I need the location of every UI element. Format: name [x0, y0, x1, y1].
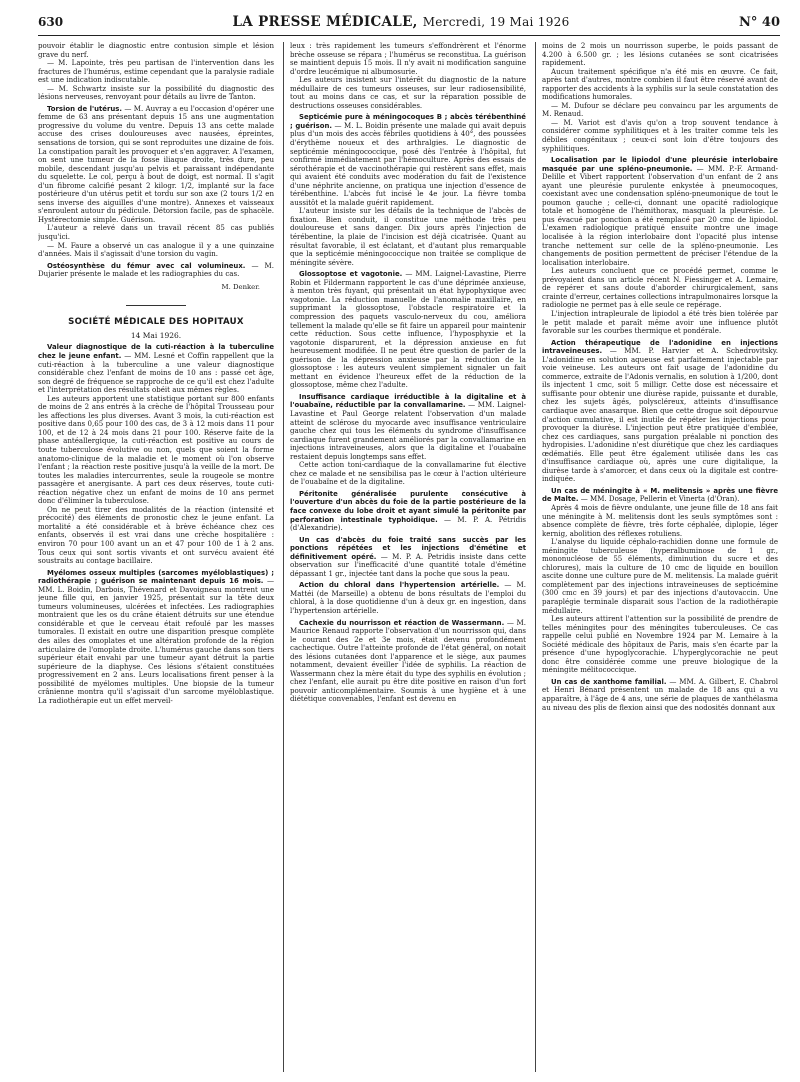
- article: [542, 678, 778, 712]
- paragraph: moins de 2 mois un nourrisson superbe, le poids passant de 4.200 à 6.500 gr. ; les lésions cutanées se sont cicatrisées rapidement.: [542, 42, 778, 68]
- article: [542, 487, 778, 504]
- article-heading: Insuffisance cardiaque irréductible à la digitaline et à l'ouabaïne, réductible par la convallamarine.: [290, 392, 526, 410]
- paragraph: — M. Schwartz insiste sur la possibilité du diagnostic des lésions nerveuses, renvoyant pour détails au livre de Tanton.: [38, 83, 274, 102]
- paragraph: pouvoir établir le diagnostic entre contusion simple et lésion grave du nerf.: [38, 42, 274, 59]
- paragraph: L'injection intrapleurale de lipiodol a été très bien tolérée par le petit malade et paraît même avoir une influence plutôt favorable sur les courbes thermique et pondérale.: [542, 308, 778, 336]
- column-rule-2: [535, 42, 536, 1072]
- article-heading: Torsion de l'utérus.: [47, 104, 122, 113]
- paragraph: L'auteur insiste sur les détails de la technique de l'abcès de fixation. Bien conduit, il constitue une méthode très peu douloureuse et sans danger. Dix jours après l'injection de térébentine, la plaie de l'incision est déjà cicatrisée. Quant au résultat favorable, il est éclatant, et d'autant plus remarquable que la septicémie méningococcique non traitée se complique de méningite sévère.: [290, 206, 526, 267]
- paragraph: Après 4 mois de fièvre ondulante, une jeune fille de 18 ans fait une méningite à M. melitensis dont les seuls symptômes sont : absence complète de fièvre, très forte céphalée, diplopie, léger kernig, abolition des réflexes rotuliens.: [542, 502, 778, 538]
- article-text: — M. Auvray a eu l'occasion d'opérer une femme de 63 ans présentant depuis 15 ans une augmentation progressive du volume du ventre. Depuis 13 ans cette malade accuse des crises douloureuses avec nausées, épreintes, sensations de torsion, qui se sont reproduites une dizaine de fois. La constipation paraît les provoquer et s'en aggraver. A l'examen, on sent une tumeur de la fosse iliaque droite, très dure, peu mobile, descendant jusqu'au pelvis et paraissant indépendante du squelette. Le col, perçu à bout de doigt, est normal. Il s'agit d'un fibrome calcifié pesant 2 kilogr. 1/2, implanté sur la face postérieure d'un utérus petit et tordu sur son axe (2 tours 1/2 en sens inverse des aiguilles d'une montre). Annexes et vaisseaux s'enroulent autour du pédicule. Détorsion facile, pas de sphacèle. Hystérectomie simple. Guérison.: [38, 103, 274, 224]
- article: [38, 262, 274, 279]
- article-heading: Valeur diagnostique de la cuti-réaction à la tuberculine chez le jeune enfant.: [38, 343, 274, 360]
- journal-name: LA PRESSE MÉDICALE,: [232, 14, 418, 30]
- article-heading: Glossoptose et vagotonie.: [299, 270, 403, 279]
- article-heading: Action thérapeutique de l'adonidine en injections intraveineuses.: [542, 338, 778, 356]
- column-3: [542, 42, 778, 1072]
- article-text: — MM. Dosage, Pellerin et Vinerta (d'Oran).: [580, 494, 740, 504]
- column-2: [290, 42, 526, 1072]
- article-text: — MM. Laignel-Lavastine et Paul George relatent l'observation d'un malade atteint de sclérose du myocarde avec insuffisance ventriculaire gauche chez qui tous les éléments du syndrome d'insuffisance cardiaque furent grandement améliorés par la convallamarine en injections intraveineuses, alors que la digitaline et l'ouabaïne restaient depuis longtemps sans effet.: [290, 400, 526, 461]
- article-text: — M. Dujarier présente le malade et les radiographies du cas.: [38, 260, 274, 279]
- article-heading: Un cas de méningite à « M. melitensis » après une fièvre de Malte.: [542, 486, 778, 504]
- article-heading: Un cas d'abcès du foie traité sans succès par les ponctions répétées et les injections d'émétine et définitivement opéré.: [290, 535, 526, 561]
- author-signature: M. Denker.: [221, 282, 260, 291]
- article-text: — MM. L. Boidin, Darbois, Thévenard et Davoigneau montrent une jeune fille qui, en janvier 1925, présentait sur la tête deux tumeurs volumineuses, ulcérées et infectées. Les radiographies montraient que les os du crâne étaient détruits sur une étendue considérable et que le cerveau était refoulé par les masses tumorales. Il existait en outre une disparition presque complète des ailes des omoplates et une altération profonde de la région articulaire de l'omoplate droite. L'humérus gauche dans son tiers supérieur était envahi par une tumeur ayant détruit la partie supérieure de la diaphyse. Ces lésions s'étaient constituées progressivement en 2 ans. Leurs localisations firent penser à la possibilité de myélomes multiples. Une biopsie de la tumeur crânienne montra qu'il s'agissait d'un sarcome myéloblastique. La radiothérapie eut un effet merveil-: [38, 576, 274, 705]
- paragraph: Les auteurs apportent une statistique portant sur 800 enfants de moins de 2 ans entrés à la crèche de l'hôpital Trousseau pour les affections les plus diverses. Avant 3 mois, la cuti-réaction est positive dans 0,65 pour 100 des cas, de 3 à 12 mois dans 11 pour 100, et de 12 à 24 mois dans 21 pour 100. Réserve faite de la phase antéallergique, la cuti-réaction est positive au cours de toute tuberculose évolutive ou non, quels que soient la forme anatomo-clinique de la maladie et le moment où l'on observe l'enfant ; la réaction reste positive jusqu'à la veille de la mort. De toutes les maladies intercurrentes, seule la rougeole se montre passagère et anergisante. A part ces deux réserves, toute cuti-réaction négative chez un enfant de moins de 10 ans permet donc d'éliminer la tuberculose.: [38, 393, 274, 506]
- article-text: — MM. Laignel-Lavastine, Pierre Robin et Fildermann rapportent le cas d'une déprimée anxieuse, à menton très fuyant, qui présentait un état hypophyxique avec vagotonie. La réduction manuelle de l'anomalie maxillaire, en supprimant la glossoptose, l'obstacle respiratoire et la compression des paquets vasculo-nerveux du cou, améliora tellement la malade qu'elle se fit faire un appareil pour maintenir cette réduction. Sous cette influence, l'hyposphyxie et la vagotonie disparurent, et la dépression anxieuse en fut heureusement modifiée. Il ne peut être question de parler de la guérison de la dépression anxieuse par la réduction de la glossoptose : les auteurs veulent simplement signaler un fait mettant en évidence l'heureux effet de la réduction de la glossoptose, même chez l'adulte.: [290, 269, 526, 390]
- article-heading: Localisation par le lipiodol d'une pleurésie interlobaire masquée par une spléno-pneumonie.: [542, 156, 778, 173]
- article-text: — MM. P. Harvier et A. Schedrovitsky. L'adonidine en solution aqueuse est parfaitement injectable par voie veineuse. Les auteurs ont fait usage de l'adonidine du commerce, extraite de l'Adonis vernalis, en solution à 1/200, dont ils injectent 1 cmc, soit 5 milligr. Cette dose est nécessaire et suffisante pour obtenir une diurèse rapide, puissante et durable, chez les sujets âgés, polyscléreux, atteints d'insuffisance cardiaque avec anasarque. Bien que cette drogue soit dépourvue d'action cumulative, il est inutile de répéter les injections pour provoquer la diurèse. L'injection peut être pratiquée d'emblée, chez ces cardiaques, sans purgation préalable ni ponction des hydropisies. L'adonidine n'est diurétique que chez les cardiaques œdématiés. Elle peut être également utilisée dans les cas d'insuffisance cardiaque où, après une cure digitalique, la diurèse tarde à s'amorcer, et dans ceux où la digitale est contre-indiquée.: [542, 346, 778, 484]
- section-date: 14 Mai 1926.: [130, 330, 182, 340]
- paragraph: L'auteur a relevé dans un travail récent 85 cas publiés jusqu'ici.: [38, 223, 274, 242]
- issue-date: Mercredi, 19 Mai 1926: [422, 15, 570, 29]
- article-text: — M. L. Boidin présente une malade qui avait depuis plus d'un mois des accès fébriles quotidiens à 40°, des poussées d'érythème noueux et des arthralgies. Le diagnostic de septicémie méningococcique, posé dès l'entrée à l'hôpital, fut confirmé immédiatement par l'hémoculture. Après des essais de sérothérapie et de vaccinothérapie qui restèrent sans effet, mais qui avaient été conduits avec modération du fait de l'existence d'une néphrite ancienne, on pratiqua une injection d'essence de térébenthine. L'abcès fut incisé le 4e jour. La fièvre tomba aussitôt et la malade guérit rapidement.: [290, 120, 526, 207]
- running-title: [233, 14, 570, 30]
- article: [38, 569, 274, 706]
- paragraph: Aucun traitement spécifique n'a été mis en œuvre. Ce fait, après tant d'autres, montre combien il faut être réservé avant de rapporter des accidents à la syphilis sur la seule constatation des modifications humorales.: [542, 66, 778, 102]
- article: [290, 393, 526, 461]
- page-header: [38, 14, 780, 36]
- section-divider: [126, 305, 186, 306]
- paragraph: — M. Dufour se déclare peu convaincu par les arguments de M. Renaud.: [542, 100, 778, 119]
- article-text: — M. P. A. Petridis insiste dans cette observation sur l'inefficacité d'une quantité totale d'émétine dépassant 1 gr., injectée tant dans la poche que sous la peau.: [290, 551, 526, 578]
- paragraph: — M. Faure a observé un cas analogue il y a une quinzaine d'années. Mais il s'agissait d'une torsion du vagin.: [38, 240, 274, 259]
- column-1: [38, 42, 274, 1072]
- article: [542, 156, 778, 267]
- article-heading: Myélomes osseux multiples (sarcomes myéloblastiques) ; radiothérapie ; guérison se maintenant depuis 16 mois.: [38, 568, 274, 586]
- page-number: 630: [38, 15, 64, 29]
- paragraph: Cette action toni-cardiaque de la convallamarine fut élective chez ce malade et ne sensibilisa pas le cœur à l'action ultérieure de l'ouabaïne et de la digitaline.: [290, 460, 526, 487]
- article-text: — MM. P.-F. Armand-Delille et Vibert rapportent l'observation d'un enfant de 2 ans ayant une pleurésie purulente enkystée à pneumocoques, coexistant avec une condensation spléno-pneumonique de tout le poumon gauche ; celle-ci, donnant une opacité radiologique totale et homogène de l'hémithorax, masquait la pleurésie. Le pus évacué par ponction a été remplacé par 20 cmc de lipiodol. L'examen radiologique pratiqué ensuite montre une image localisée à la région interlobaire dont l'opacité plus intense tranche nettement sur celle de la spléno-pneumonie. Les changements de position permettent de préciser l'étendue de la localisation interlobaire.: [542, 163, 778, 267]
- article: [290, 270, 526, 390]
- article: [38, 343, 274, 394]
- paragraph: — M. Variot est d'avis qu'on a trop souvent tendance à considérer comme syphilitiques et à les traiter comme tels les débiles congénitaux ; ceux-ci sont loin d'être toujours des syphilitiques.: [542, 117, 778, 153]
- article: [38, 105, 274, 225]
- article-heading: Cachexie du nourrisson et réaction de Wassermann.: [299, 618, 505, 627]
- article: [542, 339, 778, 484]
- article-text: — MM. Lesné et Coffin rappellent que la cuti-réaction à la tuberculine a une valeur diagnostique considérable chez l'enfant de moins de 10 ans : passé cet âge, son degré de fréquence se rapproche de ce qu'il est chez l'adulte et l'interprétation des résultats obéit aux mêmes règles.: [38, 350, 274, 395]
- paragraph: Les auteurs insistent sur l'intérêt du diagnostic de la nature médullaire de ces tumeurs osseuses, sur leur radiosensibilité, tout au moins dans ce cas, et sur la réparation possible de destructions osseuses considérables.: [290, 75, 526, 110]
- article-heading: Action du chloral dans l'hypertension artérielle.: [299, 581, 500, 590]
- article: [290, 113, 526, 207]
- article: [290, 536, 526, 579]
- paragraph: L'analyse du liquide céphalo-rachidien donne une formule de méningite tuberculeuse (hyperalbuminose de 1 gr., mononucléose de 55 éléments, diminution du sucre et des chlorures), mais la culture de 10 cmc de liquide en bouillon ascite donne une culture pure de M. melitensis. La malade guérit complètement par des injections intraveineuses de septicémine (300 cmc en 39 jours) et par des injections d'autovaccin. Une paraplégie terminale disparait sous l'action de la radiothérapie médullaire.: [542, 537, 778, 615]
- paragraph: Les auteurs concluent que ce procédé permet, comme le prévoyaient dans un article récent N. Fiessinger et A. Lemaire, de repérer et sans doute d'aborder chirurgicalement, sans crainte d'erreur, certaines collections intrapulmonaires lorsque la radiologie ne permet pas à elle seule ce repérage.: [542, 266, 778, 310]
- article-text: — M. Mattéi (de Marseille) a obtenu de bons résultats de l'emploi du chloral, à la dose quotidienne d'un à deux gr. en ingestion, dans l'hypertension artérielle.: [290, 580, 526, 615]
- column-rule-1: [283, 42, 284, 1072]
- paragraph: On ne peut tirer des modalités de la réaction (intensité et précocité) des éléments de pronostic chez le jeune enfant. La mortalité a été considérable et à brève échéance chez ces enfants, observés il est vrai dans une crèche hospitalière : environ 70 pour 100 avant un an et 47 pour 100 de 1 à 2 ans. Tous ceux qui sont sortis vivants et ont survécu avaient été soustraits au contage bacillaire.: [38, 504, 274, 566]
- article: [290, 619, 526, 704]
- article: [290, 581, 526, 615]
- article-text: — MM. A. Gilbert, E. Chabrol et Henri Bénard présentent un malade de 18 ans qui a vu apparaître, à l'âge de 4 ans, une série de plaques de xanthélasma au niveau des plis de flexion ainsi que des nodosités donnant aux: [542, 676, 778, 712]
- section-title: SOCIÉTÉ MÉDICALE DES HOPITAUX: [68, 317, 244, 328]
- paragraph: — M. Lapointe, très peu partisan de l'intervention dans les fractures de l'humérus, estime cependant que la paralysie radiale est une indication indiscutable.: [38, 58, 274, 85]
- article-heading: Un cas de xanthome familial.: [551, 677, 667, 686]
- section-header: [38, 305, 274, 340]
- article-heading: Septicémie pure à méningocoques B ; abcès térébenthiné ; guérison.: [290, 113, 526, 130]
- paragraph: leux : très rapidement les tumeurs s'effondrèrent et l'énorme brèche osseuse se répara ; l'humérus se reconstitua. La guérison se maintient depuis 15 mois. Il n'y avait ni modification sanguine d'ordre leucémique ni albumosurie.: [290, 42, 526, 76]
- article-text: — M. P. A. Pétridis (d'Alexandrie).: [290, 514, 526, 533]
- article: [290, 490, 526, 533]
- article-heading: Ostéosynthèse du fémur avec cal volumineux.: [47, 261, 246, 270]
- paragraph: Les auteurs attirent l'attention sur la possibilité de prendre de telles méningites pour des méningites tuberculeuses. Ce cas rappelle celui publié en Novembre 1924 par M. Lemaire à la Société médicale des hôpitaux de Paris, mais s'en écarte par la présence d'une hypoglycorachie. L'hyperglycorachie ne peut donc être considérée comme une preuve biologique de la méningite mélitococcique.: [542, 614, 778, 675]
- issue-number: N° 40: [738, 15, 780, 30]
- article-text: — M. Maurice Renaud rapporte l'observation d'un nourrisson qui, dans le courant des 2e et 3e mois, était devenu profondément cachectique. Outre l'atteinte profonde de l'état général, on notait des lésions cutanées dont l'apparence et le siège, aux paumes notamment, devaient éveiller l'idée de syphilis. La réaction de Wassermann chez la mère était du type des syphilis en évolution ; chez l'enfant, elle aurait pu être dite positive en raison d'un fort pouvoir anticomplémentaire. Soumis à une hygiène et à une diététique convenables, l'enfant est devenu en: [290, 617, 526, 704]
- article-heading: Péritonite généralisée purulente consécutive à l'ouverture d'un abcès du foie de la partie postérieure de la face convexe du lobe droit et ayant simulé la péritonite par perforation intestinale typhoïdique.: [290, 489, 526, 524]
